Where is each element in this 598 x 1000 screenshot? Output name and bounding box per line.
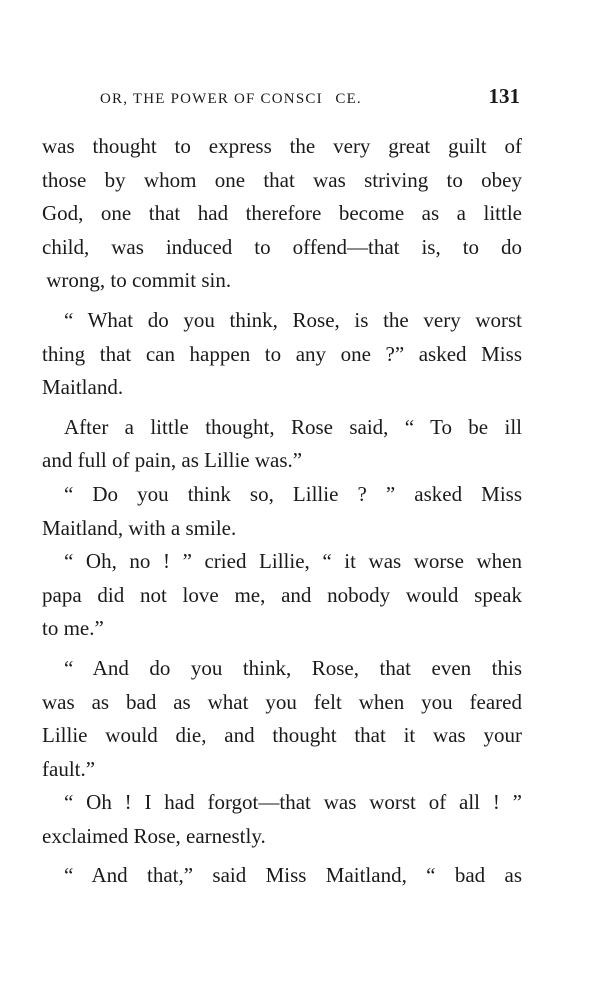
text-line: Lillie would die, and thought that it was your [42,723,522,748]
paragraph [42,859,522,893]
text-line: thing that can happen to any one ?” asked Miss [42,341,522,366]
text-line: was thought to express the very great guilt of [42,134,522,158]
paragraph [42,478,522,545]
text-line: wrong, to commit sin. [42,268,232,293]
text-line: After a little thought, Rose said, “ To be ill [64,414,522,439]
paragraph [42,304,522,405]
text-line: and full of pain, as Lillie was.” [42,448,303,473]
text-line: “ And do you think, Rose, that even this [64,655,522,680]
text-line: papa did not love me, and nobody would speak [42,582,522,607]
paragraph [42,411,522,478]
text-line: “ Oh ! I had forgot—that was worst of all ! ” [64,790,522,815]
page-number: 131 [488,84,520,108]
text-line: “ And that,” said Miss Maitland, “ bad as [64,863,522,888]
paragraph [42,130,522,298]
text-line: Maitland, with a smile. [42,515,237,540]
text-line: those by whom one that was striving to obey [42,167,522,192]
text-line: “ Do you think so, Lillie ? ” asked Miss [64,481,522,506]
text-line: child, was induced to offend—that is, to do [42,234,522,259]
text-line: “ Oh, no ! ” cried Lillie, “ it was worse when [64,549,522,574]
paragraph [42,652,522,786]
text-line: exclaimed Rose, earnestly. [42,823,266,848]
text-line: God, one that had therefore become as a little [42,201,522,226]
running-head [100,84,520,114]
paragraph [42,545,522,646]
text-line: was as bad as what you felt when you feared [42,689,522,714]
text-line: to me.” [42,616,104,641]
text-line: fault.” [42,756,96,781]
running-title: OR, THE POWER OF CONSCI CE. [100,91,362,107]
text-line: “ What do you think, Rose, is the very worst [64,307,522,332]
text-line: Maitland. [42,375,124,400]
paragraph [42,786,522,853]
body-text [42,130,522,893]
